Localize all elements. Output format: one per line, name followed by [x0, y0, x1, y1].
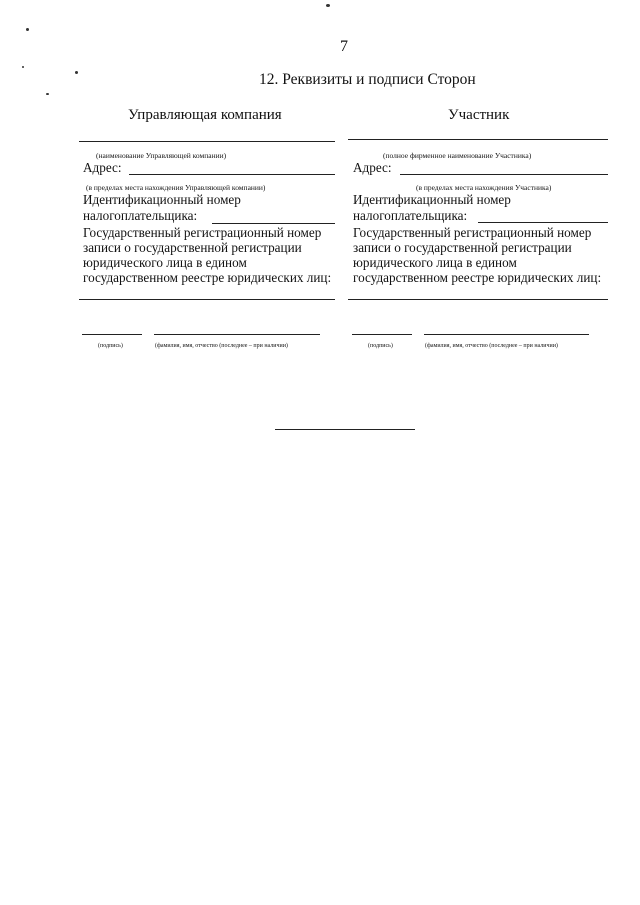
section-title: 12. Реквизиты и подписи Сторон	[259, 71, 476, 88]
left-ogrn-line	[79, 299, 335, 300]
right-name-line	[348, 139, 608, 140]
right-signature-line	[352, 334, 412, 335]
right-address-caption: (в пределах места нахождения Участника)	[416, 183, 552, 192]
scan-speck	[22, 66, 24, 68]
right-ogrn-label-2: записи о государственной регистрации	[353, 240, 572, 255]
right-fullname-line	[424, 334, 589, 335]
left-ogrn-label-2: записи о государственной регистрации	[83, 240, 302, 255]
end-rule	[275, 429, 415, 430]
left-fullname-line	[154, 334, 320, 335]
scan-speck	[46, 93, 49, 95]
left-ogrn-label-3: юридического лица в едином	[83, 255, 247, 270]
left-inn-label-1: Идентификационный номер	[83, 192, 241, 207]
right-name-caption: (полное фирменное наименование Участника)	[383, 151, 532, 160]
right-fullname-caption: (фамилия, имя, отчество (последнее – при наличии)	[425, 343, 558, 349]
left-name-caption: (наименование Управляющей компании)	[96, 151, 227, 160]
left-heading: Управляющая компания	[128, 107, 282, 123]
scan-speck	[75, 71, 78, 74]
right-ogrn-label-3: юридического лица в едином	[353, 255, 517, 270]
right-inn-line	[478, 222, 608, 223]
scan-speck	[326, 4, 330, 7]
left-address-line	[129, 174, 335, 175]
right-inn-label-2: налогоплательщика:	[353, 208, 468, 223]
right-inn-label-1: Идентификационный номер	[353, 192, 511, 207]
left-address-caption: (в пределах места нахождения Управляющей компании)	[86, 183, 266, 192]
left-fullname-caption: (фамилия, имя, отчество (последнее – при наличии)	[155, 343, 288, 349]
right-signature-caption: (подпись)	[368, 343, 393, 349]
right-ogrn-line	[348, 299, 608, 300]
scan-speck	[26, 28, 29, 31]
left-address-label: Адрес:	[83, 160, 122, 175]
left-ogrn-label-4: государственном реестре юридических лиц:	[83, 270, 332, 285]
left-signature-line	[82, 334, 142, 335]
left-name-line	[79, 141, 335, 142]
right-ogrn-label-1: Государственный регистрационный номер	[353, 225, 592, 240]
right-heading: Участник	[448, 107, 510, 123]
left-signature-caption: (подпись)	[98, 343, 123, 349]
left-ogrn-label-1: Государственный регистрационный номер	[83, 225, 322, 240]
right-address-line	[400, 174, 608, 175]
left-inn-label-2: налогоплательщика:	[83, 208, 198, 223]
page-number: 7	[340, 38, 348, 55]
right-address-label: Адрес:	[353, 160, 392, 175]
right-ogrn-label-4: государственном реестре юридических лиц:	[353, 270, 602, 285]
left-inn-line	[212, 223, 335, 224]
